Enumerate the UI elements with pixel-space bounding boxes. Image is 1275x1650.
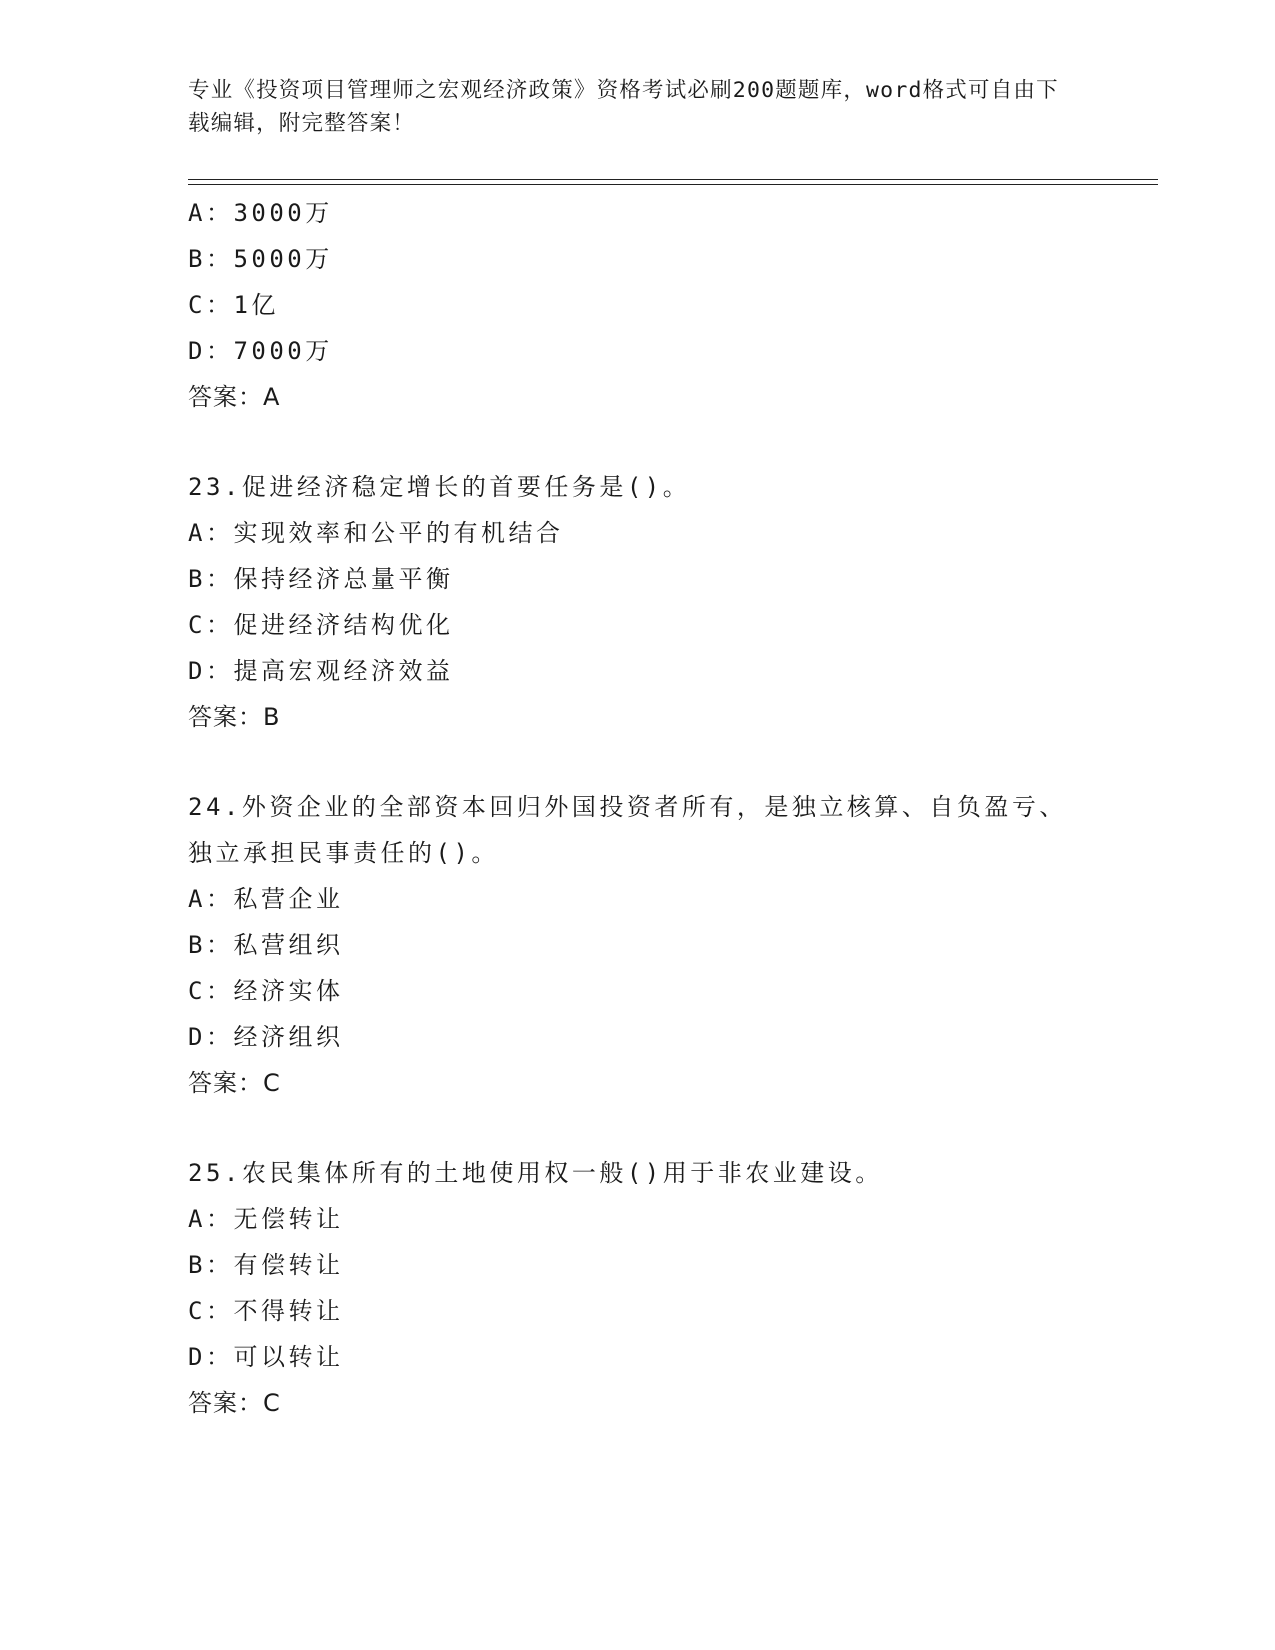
document-header: 专业《投资项目管理师之宏观经济政策》资格考试必刷200题题库，word格式可自由下载编辑，附完整答案！ xyxy=(188,78,1059,136)
option-a: A：实现效率和公平的有机结合 xyxy=(188,519,564,547)
answer: 答案：B xyxy=(188,703,281,731)
question-23 xyxy=(188,464,1148,740)
option-b: B：保持经济总量平衡 xyxy=(188,565,454,593)
option-a: A：无偿转让 xyxy=(188,1205,344,1233)
option-a: A：私营企业 xyxy=(188,885,344,913)
option-d: D：可以转让 xyxy=(188,1343,344,1371)
option-d: D：提高宏观经济效益 xyxy=(188,657,454,685)
option-c: C：经济实体 xyxy=(188,977,344,1005)
question-list xyxy=(188,190,1148,1426)
option-d: D：经济组织 xyxy=(188,1023,344,1051)
option-a: A：3000万 xyxy=(188,199,333,227)
header-divider-bottom xyxy=(188,184,1158,185)
option-d: D：7000万 xyxy=(188,337,333,365)
option-b: B：5000万 xyxy=(188,245,333,273)
option-c: C：促进经济结构优化 xyxy=(188,611,454,639)
option-b: B：私营组织 xyxy=(188,931,344,959)
question-22-continued xyxy=(188,190,1148,420)
option-b: B：有偿转让 xyxy=(188,1251,344,1279)
answer: 答案：A xyxy=(188,383,281,411)
header-divider-top xyxy=(188,179,1158,180)
question-text: 24.外资企业的全部资本回归外国投资者所有，是独立核算、自负盈亏、独立承担民事责任的()。 xyxy=(188,793,1067,867)
answer: 答案：C xyxy=(188,1069,281,1097)
option-c: C：1亿 xyxy=(188,291,279,319)
question-text: 23.促进经济稳定增长的首要任务是()。 xyxy=(188,473,691,501)
question-24 xyxy=(188,784,1148,1106)
option-c: C：不得转让 xyxy=(188,1297,344,1325)
question-text: 25.农民集体所有的土地使用权一般()用于非农业建设。 xyxy=(188,1159,883,1187)
question-25 xyxy=(188,1150,1148,1426)
answer: 答案：C xyxy=(188,1389,281,1417)
